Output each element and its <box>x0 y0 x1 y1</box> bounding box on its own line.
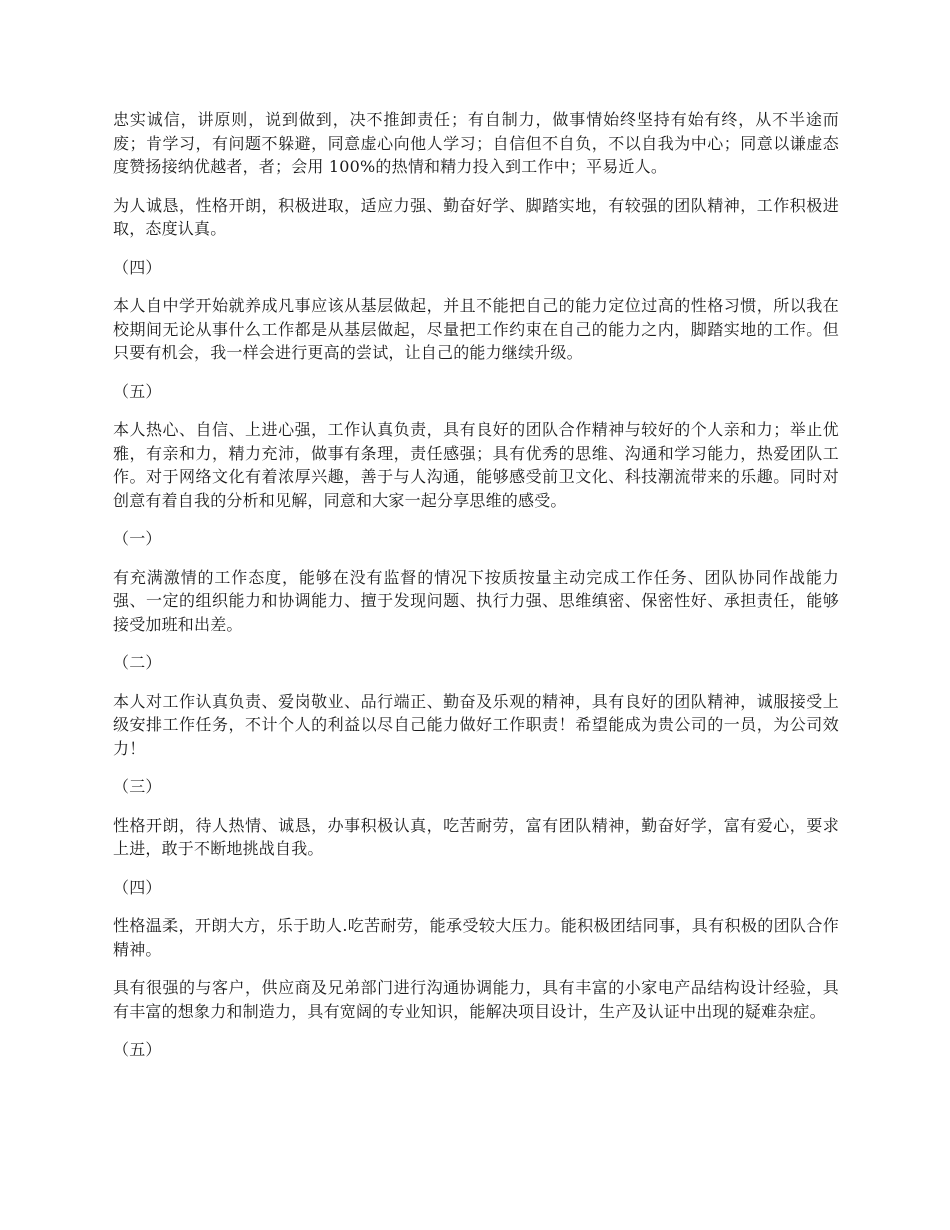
section-heading: （五） <box>113 1040 162 1059</box>
section-heading: （三） <box>113 777 162 796</box>
paragraph: 性格开朗，待人热情、诚恳，办事积极认真，吃苦耐劳，富有团队精神，勤奋好学，富有爱心，要求上进，敢于不断地挑战自我。 <box>113 815 839 858</box>
document-page <box>113 108 839 1077</box>
paragraph: 本人对工作认真负责、爱岗敬业、品行端正、勤奋及乐观的精神，具有良好的团队精神，诚服接受上级安排工作任务，不计个人的利益以尽自己能力做好工作职责！希望能成为贵公司的一员，为公司效力！ <box>113 691 839 758</box>
paragraph: 本人热心、自信、上进心强，工作认真负责，具有良好的团队合作精神与较好的个人亲和力；举止优雅，有亲和力，精力充沛，做事有条理，责任感强；具有优秀的思维、沟通和学习能力，热爱团队工作。对于网络文化有着浓厚兴趣，善于与人沟通，能够感受前卫文化、科技潮流带来的乐趣。同时对创意有着自我的分析和见解，同意和大家一起分享思维的感受。 <box>113 420 839 510</box>
section-heading: （一） <box>113 529 162 548</box>
paragraph: 本人自中学开始就养成凡事应该从基层做起，并且不能把自己的能力定位过高的性格习惯，所以我在校期间无论从事什么工作都是从基层做起，尽量把工作约束在自己的能力之内，脚踏实地的工作。但只要有机会，我一样会进行更高的尝试，让自己的能力继续升级。 <box>113 296 839 362</box>
paragraph: 具有很强的与客户，供应商及兄弟部门进行沟通协调能力，具有丰富的小家电产品结构设计经验，具有丰富的想象力和制造力，具有宽阔的专业知识，能解决项目设计，生产及认证中出现的疑难杂症。 <box>113 978 839 1021</box>
paragraph: 忠实诚信，讲原则，说到做到，决不推卸责任；有自制力，做事情始终坚持有始有终，从不半途而废；肯学习，有问题不躲避，同意虚心向他人学习；自信但不自负，不以自我为中心；同意以谦虚态度赞扬接纳优越者，者；会用 100%的热情和精力投入到工作中；平易近人。 <box>113 110 839 176</box>
paragraph: 为人诚恳，性格开朗，积极进取，适应力强、勤奋好学、脚踏实地，有较强的团队精神，工作积极进取，态度认真。 <box>113 195 839 238</box>
section-heading: （四） <box>113 877 162 897</box>
paragraph: 有充满激情的工作态度，能够在没有监督的情况下按质按量主动完成工作任务、团队协同作战能力强、一定的组织能力和协调能力、擅于发现问题、执行力强、思维缜密、保密性好、承担责任，能够接受加班和出差。 <box>113 567 839 634</box>
section-heading: （四） <box>113 257 162 277</box>
paragraph: 性格温柔，开朗大方，乐于助人.吃苦耐劳，能承受较大压力。能积极团结同事，具有积极的团队合作精神。 <box>113 916 839 959</box>
section-heading: （五） <box>113 381 162 401</box>
section-heading: （二） <box>113 653 162 672</box>
